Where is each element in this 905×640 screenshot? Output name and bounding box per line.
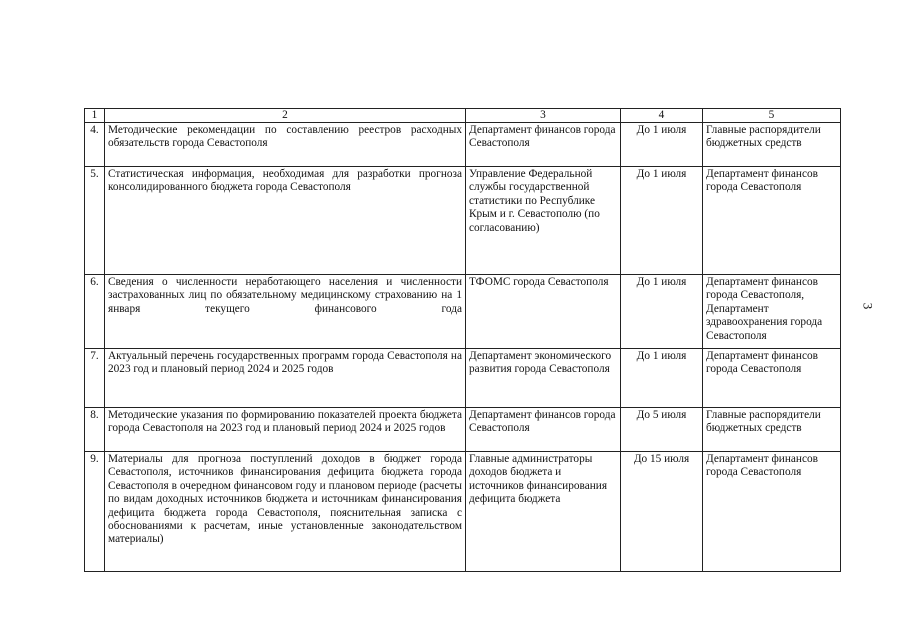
header-col-2: 2 [105,109,466,123]
row-recipient: Департамент финансов города Севастополя [703,452,841,572]
row-description: Статистическая информация, необходимая для разработки прогноза консолидированного бюджета города Севастополя [105,167,466,275]
row-term: До 1 июля [621,123,703,167]
schedule-table [84,108,841,572]
row-term: До 1 июля [621,167,703,275]
row-term: До 1 июля [621,275,703,349]
table-row [85,349,841,408]
table-row [85,452,841,572]
page-number: 3 [860,302,876,310]
table-row [85,167,841,275]
row-term: До 5 июля [621,408,703,452]
row-recipient: Департамент финансов города Севастополя, Департамент здравоохранения города Севастополя [703,275,841,349]
table-row [85,408,841,452]
table-row [85,275,841,349]
row-source: Главные администраторы доходов бюджета и источников финансирования дефицита бюджета [466,452,621,572]
header-row [85,109,841,123]
header-col-4: 4 [621,109,703,123]
row-description: Сведения о численности неработающего населения и численности застрахованных лиц по обязательному медицинскому страхованию на 1 января текущего финансового года [105,275,466,349]
row-number: 8. [85,408,105,452]
row-source: Управление Федеральной службы государственной статистики по Республике Крым и г. Севастополю (по согласованию) [466,167,621,275]
row-number: 5. [85,167,105,275]
header-col-5: 5 [703,109,841,123]
row-description: Актуальный перечень государственных программ города Севастополя на 2023 год и плановый период 2024 и 2025 годов [105,349,466,408]
row-description: Методические рекомендации по составлению реестров расходных обязательств города Севастополя [105,123,466,167]
row-term: До 15 июля [621,452,703,572]
header-col-1: 1 [85,109,105,123]
row-term: До 1 июля [621,349,703,408]
row-recipient: Департамент финансов города Севастополя [703,167,841,275]
row-recipient: Главные распорядители бюджетных средств [703,123,841,167]
row-number: 4. [85,123,105,167]
row-source: ТФОМС города Севастополя [466,275,621,349]
row-source: Департамент финансов города Севастополя [466,123,621,167]
row-description: Материалы для прогноза поступлений доходов в бюджет города Севастополя, источников финансирования дефицита бюджета города Севастополя в очередном финансовом году и плановом периоде (расчеты по видам доходных источников бюджета и источникам финансирования дефицита бюджета города Севастополя, пояснительная записка с обоснованиями к расчетам, иные установленные законодательством материалы) [105,452,466,572]
row-source: Департамент финансов города Севастополя [466,408,621,452]
row-description: Методические указания по формированию показателей проекта бюджета города Севастополя на 2023 год и плановый период 2024 и 2025 годов [105,408,466,452]
row-recipient: Главные распорядители бюджетных средств [703,408,841,452]
header-col-3: 3 [466,109,621,123]
table-row [85,123,841,167]
row-number: 7. [85,349,105,408]
row-source: Департамент экономического развития города Севастополя [466,349,621,408]
row-number: 9. [85,452,105,572]
row-number: 6. [85,275,105,349]
row-recipient: Департамент финансов города Севастополя [703,349,841,408]
